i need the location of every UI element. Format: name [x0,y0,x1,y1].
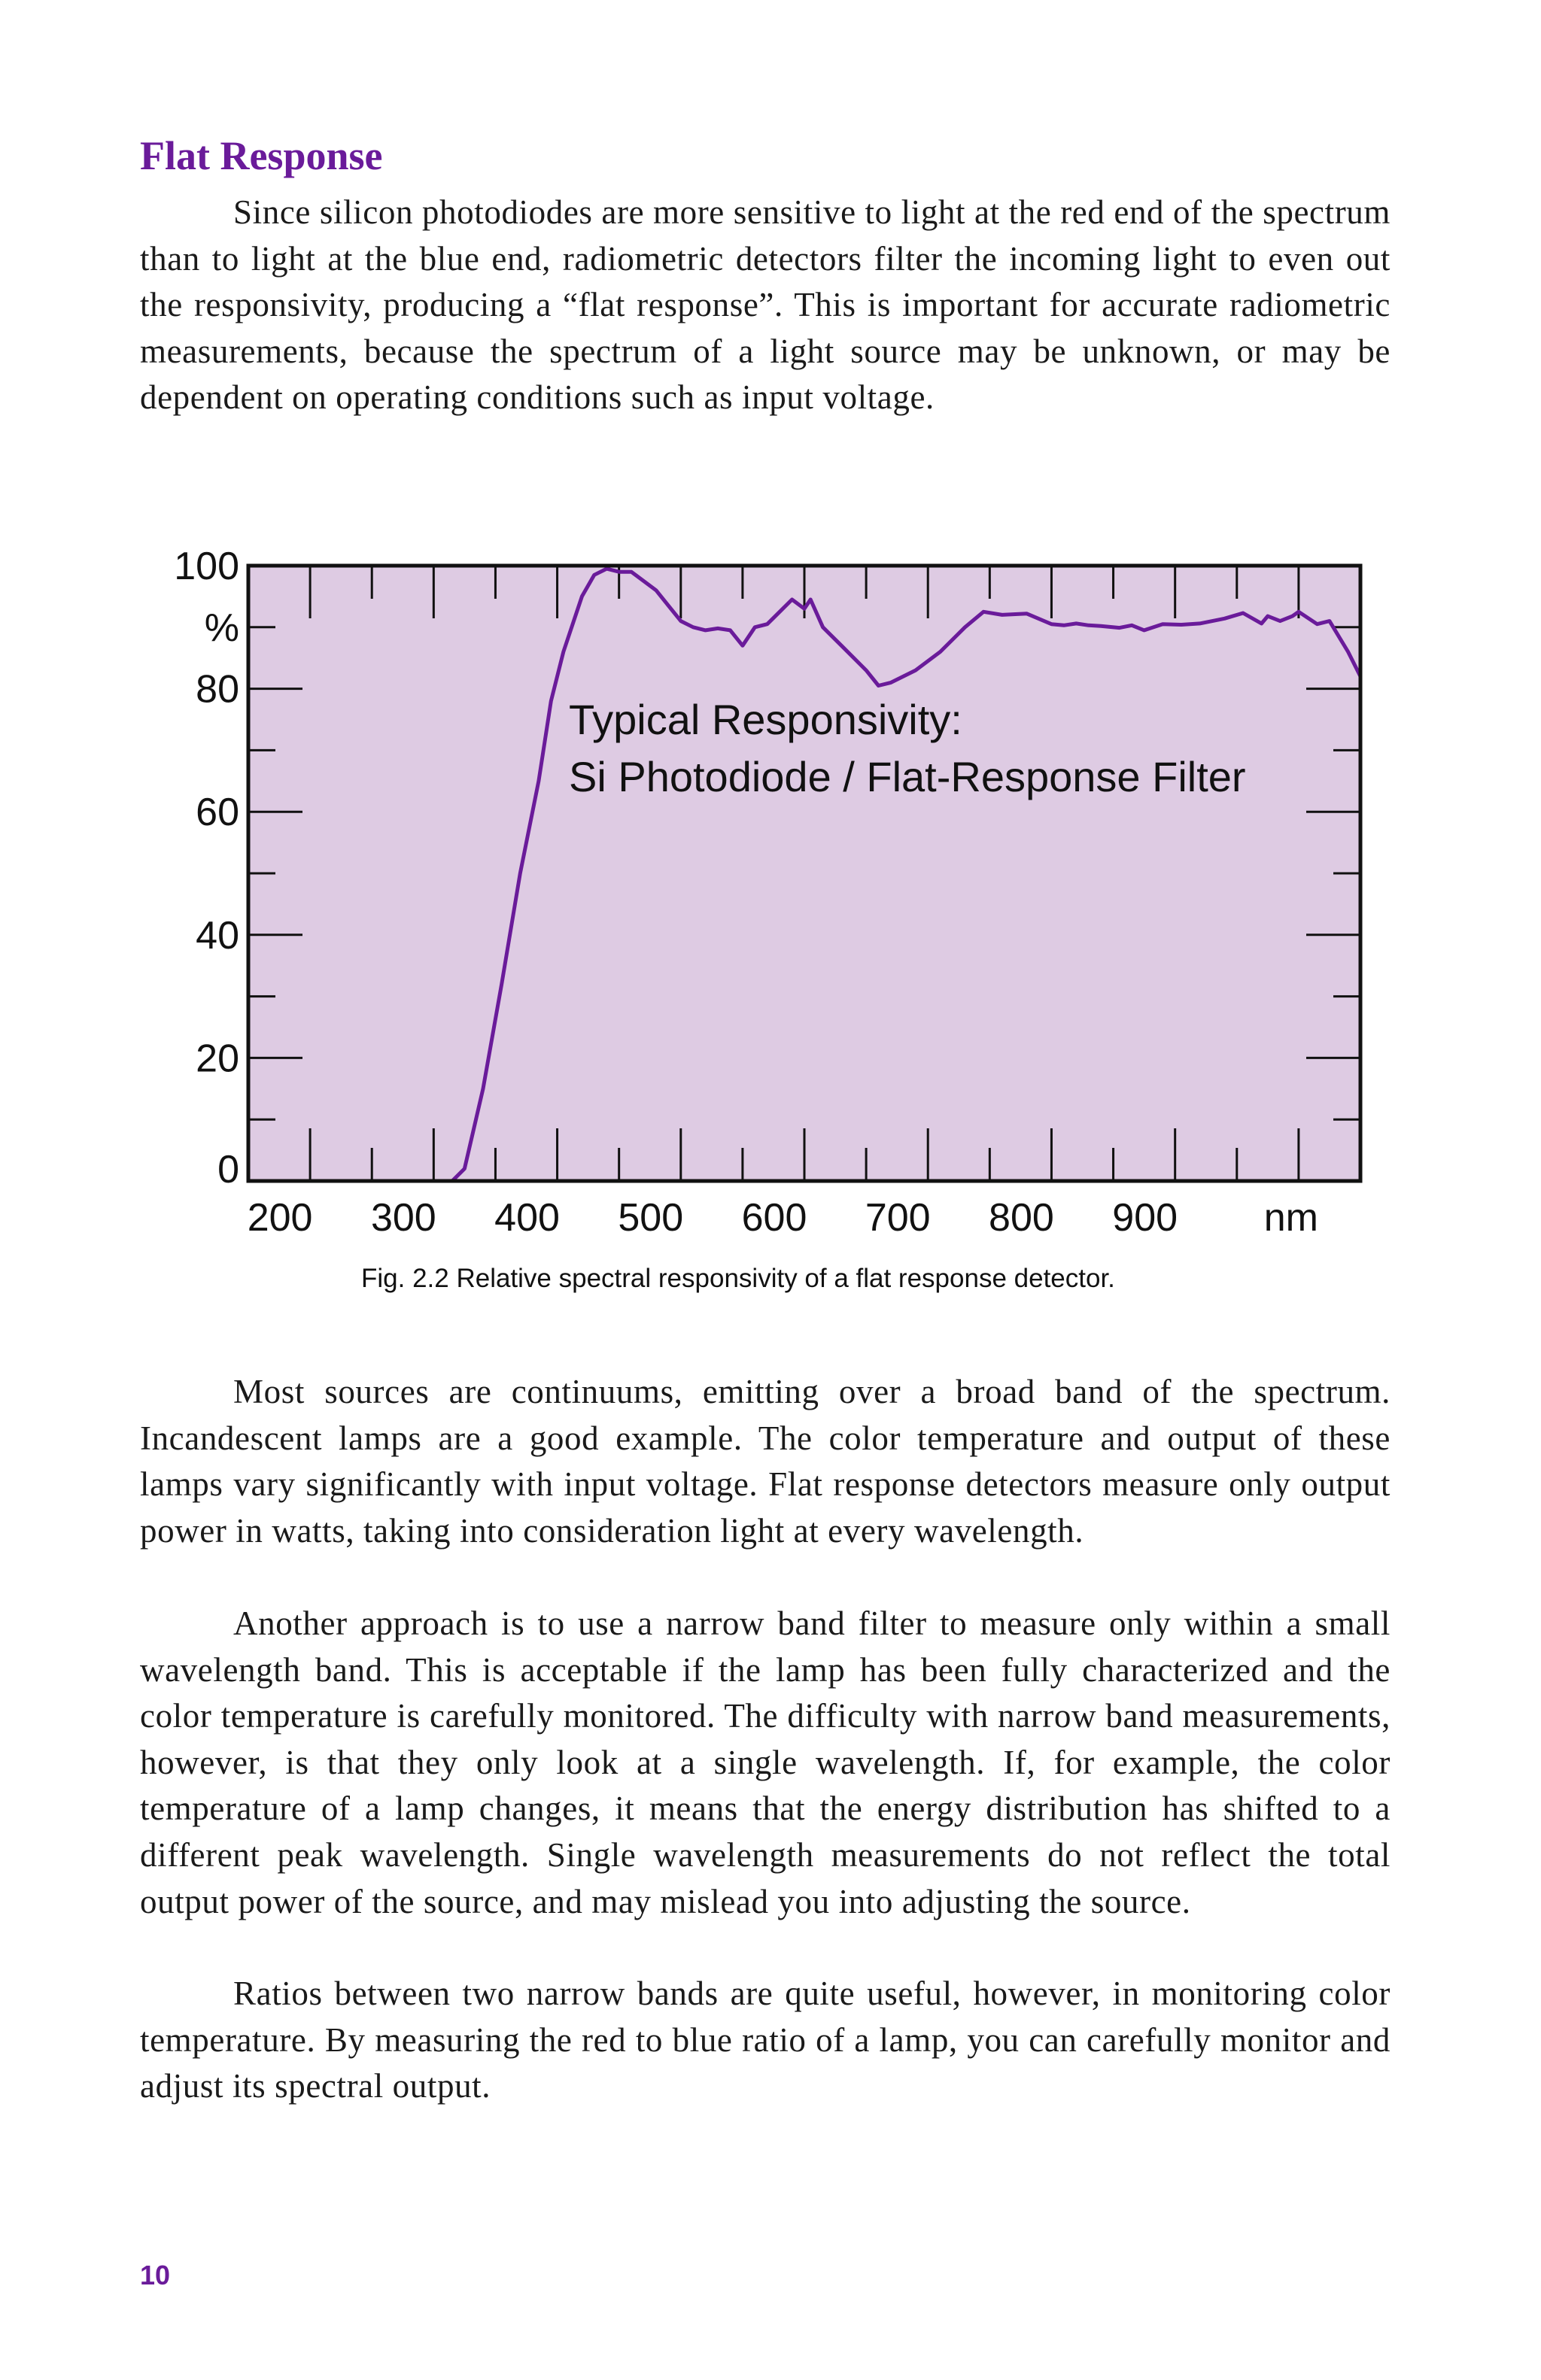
x-tick-label-800: 800 [989,1196,1054,1240]
y-tick-label-100: 100 [174,545,239,588]
paragraph-narrow-band: Another approach is to use a narrow band filter to measure only within a small wavelength band. This is acceptable if the lamp has been fully characterized and the color temperature is carefully monitored. The difficulty with narrow band measurements, however, is that they only look at a single wavelength. If, for example, the color temperature of a lamp changes, it means that the energy distribution has shifted to a different peak wavelength. Single wavelength measurements do not reflect the total output power of the source, and may mislead you into adjusting the source. [140,1604,1391,1920]
x-axis-unit-label: nm [1263,1196,1319,1240]
y-tick-label-0: 0 [217,1148,239,1192]
page-number: 10 [140,2260,171,2290]
section-heading: Flat Response [140,133,383,178]
y-tick-label-40: 40 [196,913,239,958]
paragraph-continuum-sources: Most sources are continuums, emitting over a broad band of the spectrum. Incandescent lamps are a good example. The color temperature and output of these lamps vary significantly with input voltage. Flat response detectors measure only output power in watts, taking into consideration light at every wavelength. [140,1373,1391,1550]
x-tick-label-400: 400 [494,1196,560,1240]
y-tick-label-60: 60 [196,791,239,835]
chart-annotation-line-1: Typical Responsivity: [569,696,962,743]
paragraph-band-ratios: Ratios between two narrow bands are quite useful, however, in monitoring color temperature. By measuring the red to blue ratio of a lamp, you can carefully monitor and adjust its spectral output. [140,1975,1391,2105]
y-tick-label-20: 20 [196,1037,239,1081]
chart-annotation-line-2: Si Photodiode / Flat-Response Filter [569,753,1246,800]
x-tick-label-200: 200 [247,1196,313,1240]
figure-caption: Fig. 2.2 Relative spectral responsivity of a flat response detector. [361,1264,1115,1293]
paragraph-flat-response-intro: Since silicon photodiodes are more sensitive to light at the red end of the spectrum than to light at the blue end, radiometric detectors filter the incoming light to even out the responsivity, producing a “flat response”. This is important for accurate radiometric measurements, because the spectrum of a light source may be unknown, or may be dependent on operating conditions such as input voltage. [140,193,1391,417]
plot-area [248,566,1360,1181]
x-tick-label-900: 900 [1112,1196,1178,1240]
y-tick-label-80: 80 [196,667,239,712]
x-tick-label-500: 500 [618,1196,684,1240]
responsivity-chart [0,527,1541,1249]
x-tick-label-300: 300 [370,1196,436,1240]
x-tick-label-700: 700 [865,1196,931,1240]
y-axis-unit-label: % [204,606,239,650]
x-tick-label-600: 600 [741,1196,807,1240]
